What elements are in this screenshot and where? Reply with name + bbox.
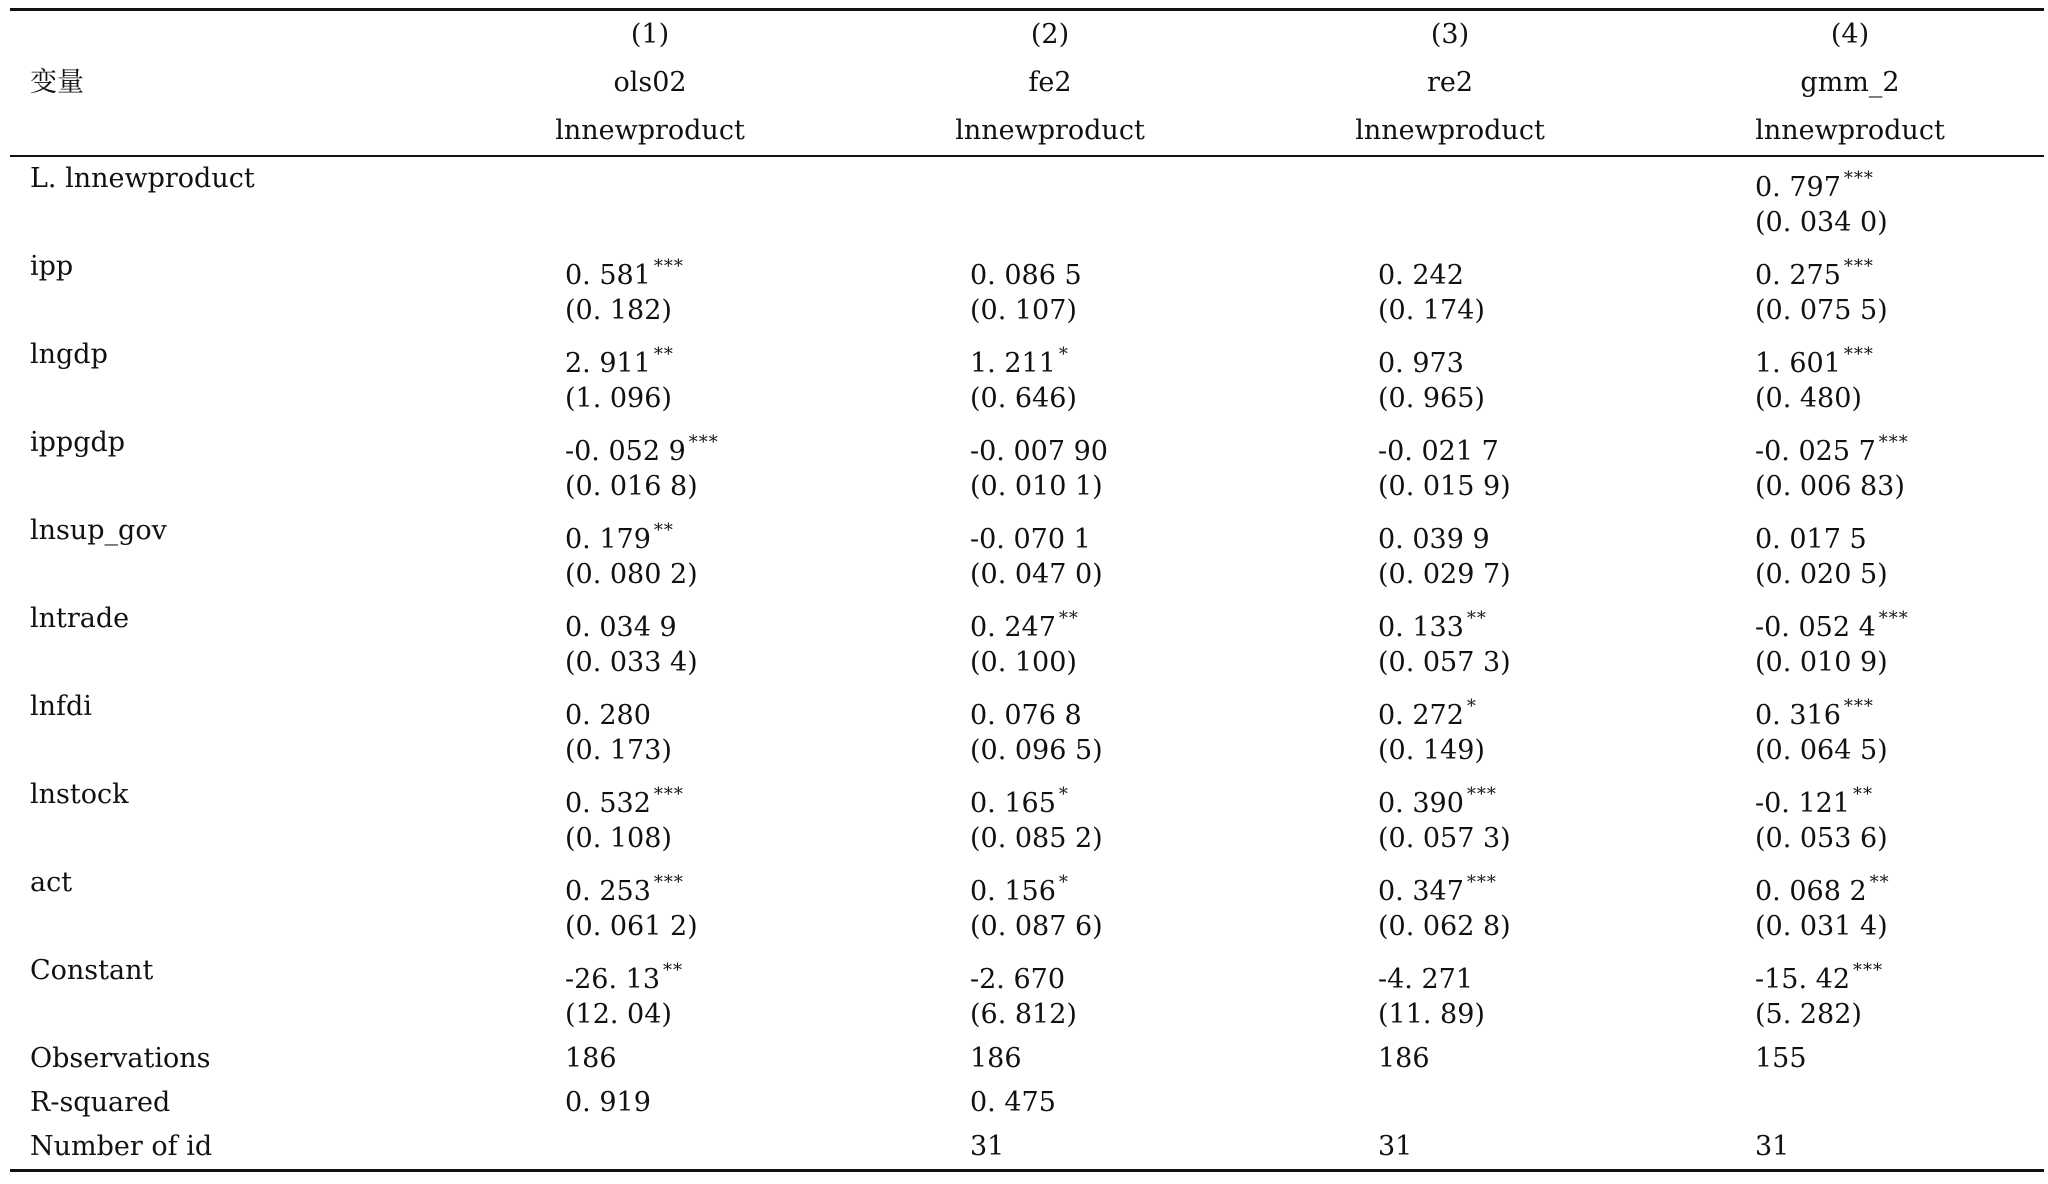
coef-value: 0. 275 [1755, 260, 1841, 291]
variable-header: 变量 [30, 67, 84, 98]
standard-error: (11. 89) [1378, 999, 1485, 1030]
se-row [10, 817, 2044, 861]
coef-value: -0. 052 9 [565, 436, 686, 467]
coef-value: 0. 280 [565, 700, 651, 731]
significance-stars: ** [1853, 784, 1874, 805]
standard-error: (0. 646) [970, 383, 1077, 414]
se-row [10, 465, 2044, 509]
coef-value: 0. 532 [565, 788, 651, 819]
significance-stars: *** [688, 432, 719, 453]
stat-row [10, 1037, 2044, 1081]
coef-value: 0. 034 9 [565, 612, 677, 643]
coef-row [10, 949, 2044, 993]
significance-stars: *** [1843, 168, 1874, 189]
bottom-rule [10, 1169, 2044, 1172]
coef-value: -0. 121 [1755, 788, 1851, 819]
coef-value: -0. 025 7 [1755, 436, 1876, 467]
coef-value: -0. 021 7 [1378, 436, 1499, 467]
se-row [10, 201, 2044, 245]
standard-error: (0. 100) [970, 647, 1077, 678]
se-row [10, 905, 2044, 949]
header-row-column-numbers [10, 11, 2044, 59]
stat-value: 31 [970, 1131, 1005, 1162]
standard-error: (0. 173) [565, 735, 672, 766]
coef-value: -0. 007 90 [970, 436, 1108, 467]
significance-stars: ** [653, 520, 674, 541]
variable-label: ippgdp [30, 427, 126, 458]
coef-value: 1. 601 [1755, 348, 1841, 379]
table-body [10, 157, 2044, 1169]
significance-stars: *** [1466, 872, 1497, 893]
variable-label: lnfdi [30, 691, 92, 722]
standard-error: (6. 812) [970, 999, 1077, 1030]
coef-value: 0. 068 2 [1755, 876, 1867, 907]
coef-value: 0. 086 5 [970, 260, 1082, 291]
coef-value: -2. 670 [970, 964, 1066, 995]
standard-error: (0. 010 9) [1755, 647, 1888, 678]
variable-label: act [30, 867, 73, 898]
standard-error: (0. 075 5) [1755, 295, 1888, 326]
coef-value: 0. 133 [1378, 612, 1464, 643]
variable-label: Constant [30, 955, 154, 986]
standard-error: (0. 174) [1378, 295, 1485, 326]
standard-error: (1. 096) [565, 383, 672, 414]
col-model: ols02 [613, 67, 687, 98]
coef-value: 0. 797 [1755, 172, 1841, 203]
variable-label: L. lnnewproduct [30, 163, 255, 194]
coef-row [10, 333, 2044, 377]
standard-error: (0. 016 8) [565, 471, 698, 502]
coef-row [10, 597, 2044, 641]
significance-stars: *** [653, 784, 684, 805]
standard-error: (0. 029 7) [1378, 559, 1511, 590]
se-row [10, 289, 2044, 333]
significance-stars: *** [1853, 960, 1884, 981]
standard-error: (0. 057 3) [1378, 823, 1511, 854]
significance-stars: *** [1843, 696, 1874, 717]
col-model: re2 [1426, 67, 1474, 98]
standard-error: (0. 006 83) [1755, 471, 1905, 502]
standard-error: (0. 085 2) [970, 823, 1103, 854]
coef-value: -15. 42 [1755, 964, 1851, 995]
coef-value: 0. 390 [1378, 788, 1464, 819]
coef-row [10, 245, 2044, 289]
standard-error: (0. 107) [970, 295, 1077, 326]
significance-stars: ** [1058, 608, 1079, 629]
coef-row [10, 421, 2044, 465]
standard-error: (0. 062 8) [1378, 911, 1511, 942]
significance-stars: *** [653, 872, 684, 893]
coef-value: 2. 911 [565, 348, 651, 379]
standard-error: (0. 108) [565, 823, 672, 854]
variable-label: lntrade [30, 603, 130, 634]
coef-value: 0. 179 [565, 524, 651, 555]
coef-value: 0. 253 [565, 876, 651, 907]
stat-value: 31 [1378, 1131, 1413, 1162]
col-model: fe2 [1028, 67, 1072, 98]
significance-stars: ** [653, 344, 674, 365]
stat-value: 31 [1755, 1131, 1790, 1162]
coef-value: 0. 316 [1755, 700, 1841, 731]
variable-label: ipp [30, 251, 74, 282]
col-number: (2) [1030, 19, 1070, 50]
coef-value: 0. 581 [565, 260, 651, 291]
coef-value: 0. 017 5 [1755, 524, 1867, 555]
se-row [10, 993, 2044, 1037]
stat-label: Observations [30, 1043, 211, 1074]
coef-value: 0. 247 [970, 612, 1056, 643]
standard-error: (0. 010 1) [970, 471, 1103, 502]
variable-label: lnsup_gov [30, 515, 167, 546]
se-row [10, 553, 2044, 597]
standard-error: (5. 282) [1755, 999, 1862, 1030]
coef-row [10, 773, 2044, 817]
standard-error: (0. 064 5) [1755, 735, 1888, 766]
significance-stars: *** [1878, 432, 1909, 453]
table-header [10, 11, 2044, 155]
se-row [10, 641, 2044, 685]
standard-error: (0. 182) [565, 295, 672, 326]
stat-value: 155 [1755, 1043, 1807, 1074]
significance-stars: *** [1878, 608, 1909, 629]
coef-row [10, 685, 2044, 729]
standard-error: (0. 031 4) [1755, 911, 1888, 942]
header-row-model-names [10, 59, 2044, 107]
coef-value: 0. 242 [1378, 260, 1464, 291]
standard-error: (0. 020 5) [1755, 559, 1888, 590]
coef-value: 0. 165 [970, 788, 1056, 819]
coef-value: -0. 070 1 [970, 524, 1091, 555]
variable-label: lngdp [30, 339, 108, 370]
stat-value: 186 [970, 1043, 1022, 1074]
coef-value: -0. 052 4 [1755, 612, 1876, 643]
standard-error: (0. 480) [1755, 383, 1862, 414]
coef-row [10, 861, 2044, 905]
coef-value: 0. 347 [1378, 876, 1464, 907]
significance-stars: *** [653, 256, 684, 277]
significance-stars: *** [1843, 344, 1874, 365]
standard-error: (0. 033 4) [565, 647, 698, 678]
stat-row [10, 1081, 2044, 1125]
coef-value: 0. 973 [1378, 348, 1464, 379]
coef-row [10, 157, 2044, 201]
se-row [10, 377, 2044, 421]
standard-error: (0. 057 3) [1378, 647, 1511, 678]
standard-error: (0. 149) [1378, 735, 1485, 766]
coef-row [10, 509, 2044, 553]
coef-value: 0. 156 [970, 876, 1056, 907]
stat-value: 186 [565, 1043, 617, 1074]
significance-stars: ** [663, 960, 684, 981]
variable-label: lnstock [30, 779, 129, 810]
coef-value: -26. 13 [565, 964, 661, 995]
col-number: (4) [1830, 19, 1870, 50]
stat-label: Number of id [30, 1131, 213, 1162]
standard-error: (0. 080 2) [565, 559, 698, 590]
significance-stars: ** [1466, 608, 1487, 629]
standard-error: (0. 061 2) [565, 911, 698, 942]
significance-stars: * [1058, 344, 1069, 365]
significance-stars: ** [1869, 872, 1890, 893]
standard-error: (0. 034 0) [1755, 207, 1888, 238]
significance-stars: * [1058, 784, 1069, 805]
col-dependent-var: lnnewproduct [955, 115, 1145, 146]
se-row [10, 729, 2044, 773]
col-dependent-var: lnnewproduct [1355, 115, 1545, 146]
significance-stars: * [1466, 696, 1477, 717]
header-row-dependent-var [10, 107, 2044, 155]
regression-table [10, 8, 2044, 1172]
standard-error: (0. 087 6) [970, 911, 1103, 942]
standard-error: (12. 04) [565, 999, 672, 1030]
stat-value: 0. 475 [970, 1087, 1056, 1118]
standard-error: (0. 965) [1378, 383, 1485, 414]
coef-value: 0. 272 [1378, 700, 1464, 731]
col-dependent-var: lnnewproduct [1755, 115, 1945, 146]
significance-stars: *** [1466, 784, 1497, 805]
coef-value: 1. 211 [970, 348, 1056, 379]
standard-error: (0. 015 9) [1378, 471, 1511, 502]
col-number: (1) [630, 19, 670, 50]
col-dependent-var: lnnewproduct [555, 115, 745, 146]
col-number: (3) [1430, 19, 1470, 50]
stat-row [10, 1125, 2044, 1169]
stat-value: 186 [1378, 1043, 1430, 1074]
standard-error: (0. 053 6) [1755, 823, 1888, 854]
coef-value: 0. 076 8 [970, 700, 1082, 731]
standard-error: (0. 096 5) [970, 735, 1103, 766]
stat-label: R-squared [30, 1087, 171, 1118]
col-model: gmm_2 [1800, 67, 1900, 98]
stat-value: 0. 919 [565, 1087, 651, 1118]
coef-value: -4. 271 [1378, 964, 1474, 995]
significance-stars: *** [1843, 256, 1874, 277]
coef-value: 0. 039 9 [1378, 524, 1490, 555]
standard-error: (0. 047 0) [970, 559, 1103, 590]
significance-stars: * [1058, 872, 1069, 893]
